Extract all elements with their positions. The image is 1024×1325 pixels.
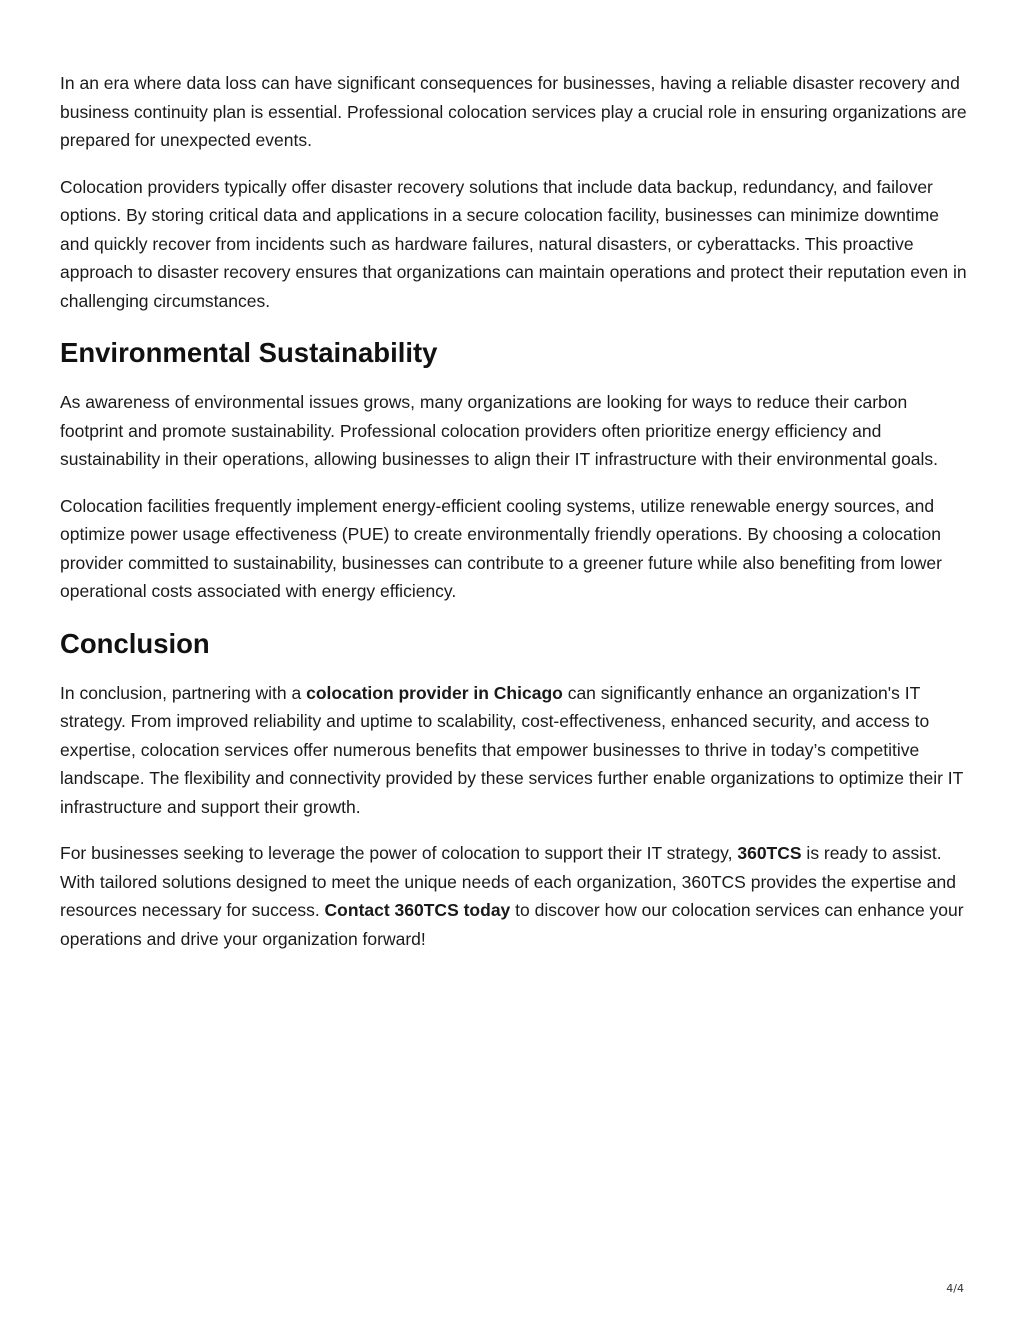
- text-run: to discover how our colocation services can enhance your operations and drive your organization forward!: [60, 900, 964, 949]
- bold-company-name: 360TCS: [737, 843, 802, 863]
- document-body: [60, 69, 972, 971]
- paragraph-disaster-recovery-intro: In an era where data loss can have significant consequences for businesses, having a reliable disaster recovery and business continuity plan is essential. Professional colocation services play a crucial role in ensuring organizations are prepared for unexpected events.: [60, 73, 967, 150]
- paragraph-environmental-awareness: As awareness of environmental issues grows, many organizations are looking for ways to reduce their carbon footprint and promote sustainability. Professional colocation providers often prioritize energy efficiency and sustainability in their operations, allowing businesses to align their IT infrastructure with their environmental goals.: [60, 392, 939, 469]
- page-number: 4/4: [946, 1282, 964, 1295]
- heading-environmental-sustainability: Environmental Sustainability: [60, 337, 438, 368]
- bold-colocation-provider: colocation provider in Chicago: [306, 682, 563, 703]
- text-run: For businesses seeking to leverage the power of colocation to support their IT strategy,: [60, 843, 738, 863]
- paragraph-conclusion-summary: [60, 679, 972, 822]
- paragraph-call-to-action: [60, 839, 972, 953]
- text-run: In conclusion, partnering with a: [60, 682, 307, 703]
- bold-contact-cta: Contact 360TCS today: [324, 900, 511, 920]
- heading-conclusion: Conclusion: [60, 627, 210, 659]
- text-run: is ready to assist. With tailored solutions designed to meet the unique needs of each organization, 360TCS provides the expertise and resources necessary for success.: [60, 843, 956, 920]
- paragraph-energy-efficient-facilities: Colocation facilities frequently implement energy-efficient cooling systems, utilize renewable energy sources, and optimize power usage effectiveness (PUE) to create environmentally friendly operations. By choosing a colocation provider committed to sustainability, businesses can contribute to a greener future while also benefiting from lower operational costs associated with energy efficiency.: [60, 495, 942, 601]
- paragraph-disaster-recovery-solutions: Colocation providers typically offer disaster recovery solutions that include data backup, redundancy, and failover options. By storing critical data and applications in a secure colocation facility, businesses can minimize downtime and quickly recover from incidents such as hardware failures, natural disasters, or cyberattacks. This proactive approach to disaster recovery ensures that organizations can maintain operations and protect their reputation even in challenging circumstances.: [60, 176, 967, 311]
- text-run: can significantly enhance an organization's IT strategy. From improved reliability and uptime to scalability, cost-effectiveness, enhanced security, and access to expertise, colocation services offer numerous benefits that empower businesses to thrive in today’s competitive landscape. The flexibility and connectivity provided by these services further enable organizations to optimize their IT infrastructure and support their growth.: [60, 682, 964, 817]
